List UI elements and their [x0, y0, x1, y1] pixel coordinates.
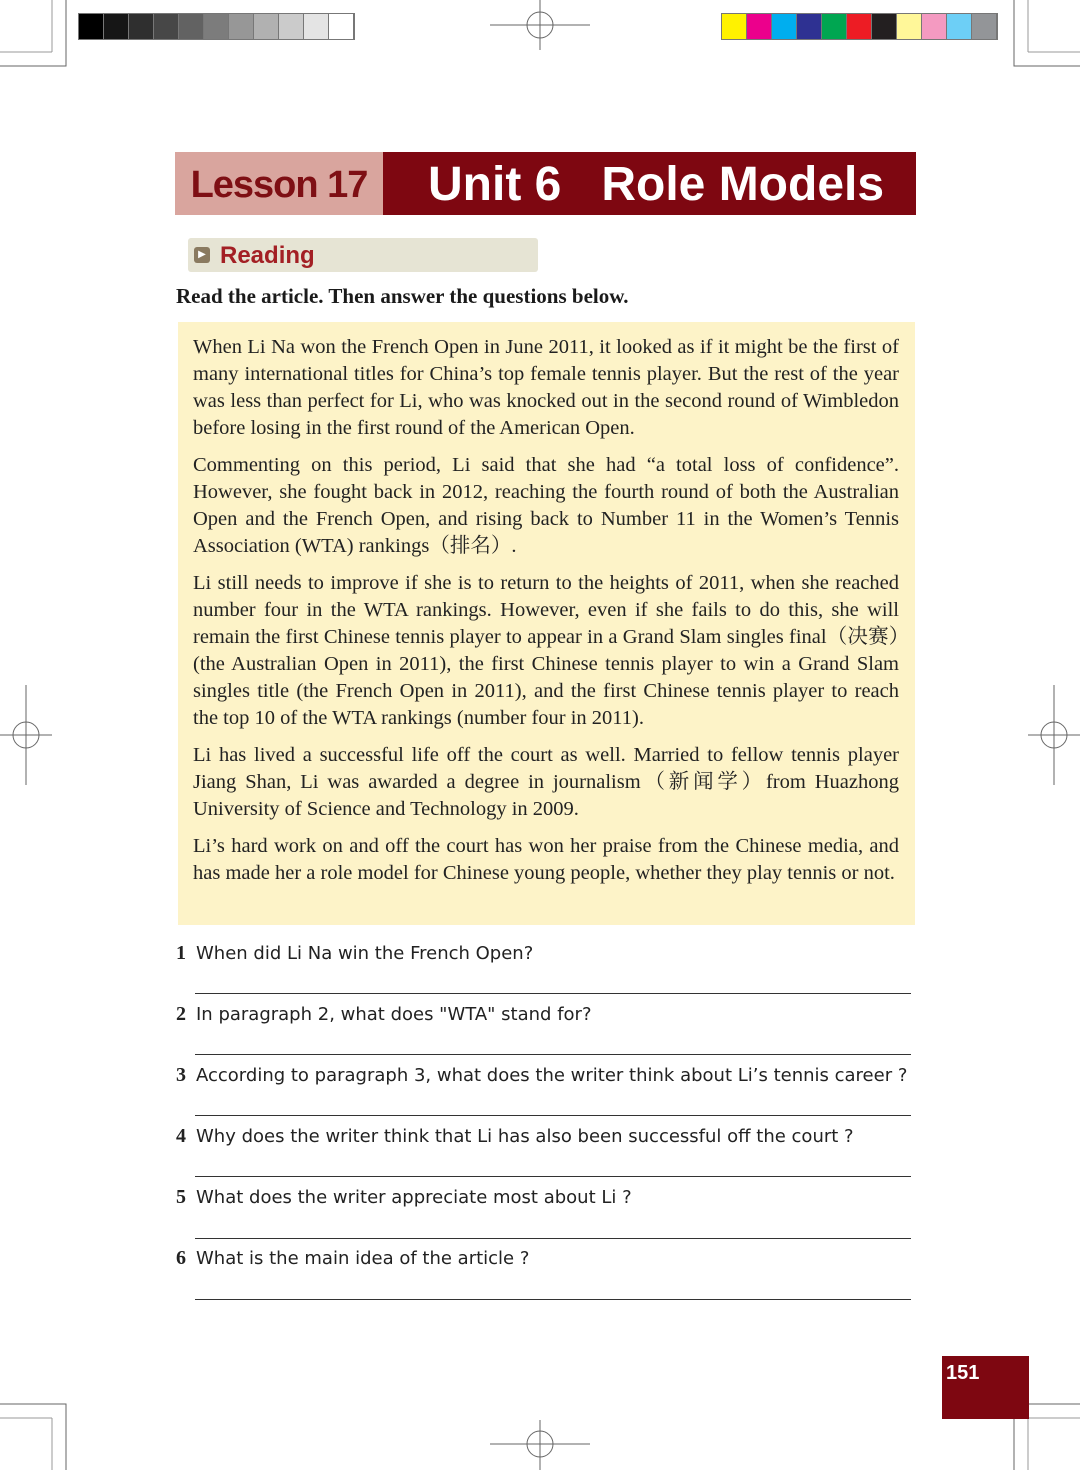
- section-banner: [188, 238, 538, 272]
- article-paragraph: When Li Na won the French Open in June 2011, it looked as if it might be the first of many international titles for China’s top female tennis player. But the rest of the year was less than perfect for Li, who was knocked out in the second round of Wimbledon before losing in the first round of the American Open.: [193, 336, 899, 439]
- article-paragraph: Li has lived a successful life off the court as well. Married to fellow tennis player Jiang Shan, Li was awarded a degree in journalism（新闻学）from Huazhong University of Science and Technology in 2009.: [193, 744, 899, 820]
- unit-title: Unit 6 Role Models: [383, 152, 916, 215]
- instruction: Read the article. Then answer the questions below.: [176, 284, 629, 308]
- color-swatch: [329, 14, 354, 39]
- question: [176, 1186, 632, 1209]
- color-swatch: [304, 14, 329, 39]
- color-swatch: [947, 14, 972, 39]
- color-swatch: [972, 14, 997, 39]
- color-swatch: [279, 14, 304, 39]
- question-text: Why does the writer think that Li has also been successful off the court ?: [196, 1126, 854, 1147]
- color-swatch: [922, 14, 947, 39]
- color-swatch: [254, 14, 279, 39]
- answer-line[interactable]: [195, 1238, 911, 1239]
- lesson-label: Lesson 17: [175, 152, 383, 215]
- answer-line[interactable]: [195, 1054, 911, 1055]
- color-swatch: [747, 14, 772, 39]
- question-text: What does the writer appreciate most about Li ?: [196, 1187, 632, 1208]
- article-paragraph: Li still needs to improve if she is to return to the heights of 2011, when she reached number four in the WTA rankings. However, even if she fails to do this, she will remain the first Chinese tennis player to appear in a Grand Slam singles final（决赛）(the Australian Open in 2011), the first Chinese tennis player to win a Grand Slam singles title (the French Open in 2011), and the first Chinese tennis player to reach the top 10 of the WTA rankings (number four in 2011).: [193, 572, 899, 729]
- question-number: 2: [176, 1003, 186, 1025]
- color-swatch: [229, 14, 254, 39]
- article-box: [178, 322, 915, 925]
- question: [176, 1003, 592, 1026]
- question-number: 6: [176, 1247, 186, 1269]
- color-swatch: [847, 14, 872, 39]
- color-swatch: [772, 14, 797, 39]
- question: [176, 1064, 907, 1087]
- color-swatch: [154, 14, 179, 39]
- color-swatch: [822, 14, 847, 39]
- color-swatch: [722, 14, 747, 39]
- answer-line[interactable]: [195, 1299, 911, 1300]
- question-number: 1: [176, 942, 186, 964]
- question-text: What is the main idea of the article ?: [196, 1248, 530, 1269]
- question-number: 4: [176, 1125, 186, 1147]
- article-paragraph: Li’s hard work on and off the court has won her praise from the Chinese media, and has made her a role model for Chinese young people, whether they play tennis or not.: [193, 835, 899, 884]
- color-swatch: [79, 14, 104, 39]
- play-icon: ▶: [194, 247, 210, 263]
- page-number: 151: [942, 1356, 1029, 1419]
- answer-line[interactable]: [195, 1176, 911, 1177]
- color-swatch: [104, 14, 129, 39]
- color-swatch: [204, 14, 229, 39]
- answer-line[interactable]: [195, 1115, 911, 1116]
- answer-line[interactable]: [195, 993, 911, 994]
- question-text: When did Li Na win the French Open?: [196, 943, 534, 964]
- grayscale-calibration-bar: [78, 13, 355, 40]
- question: [176, 942, 533, 965]
- article-paragraph: Commenting on this period, Li said that she had “a total loss of confidence”. However, she fought back in 2012, reaching the fourth round of both the Australian Open and the French Open, and rising back to Number 11 in the Women’s Tennis Association (WTA) rankings（排名）.: [193, 454, 899, 557]
- question-number: 3: [176, 1064, 186, 1086]
- color-swatch: [897, 14, 922, 39]
- question-text: In paragraph 2, what does "WTA" stand for?: [196, 1004, 592, 1025]
- color-swatch: [872, 14, 897, 39]
- color-calibration-bar: [721, 13, 998, 40]
- section-label: Reading: [220, 242, 315, 269]
- color-swatch: [179, 14, 204, 39]
- question-number: 5: [176, 1186, 186, 1208]
- question-text: According to paragraph 3, what does the writer think about Li’s tennis career ?: [196, 1065, 908, 1086]
- question: [176, 1125, 854, 1148]
- color-swatch: [797, 14, 822, 39]
- question: [176, 1247, 529, 1270]
- color-swatch: [129, 14, 154, 39]
